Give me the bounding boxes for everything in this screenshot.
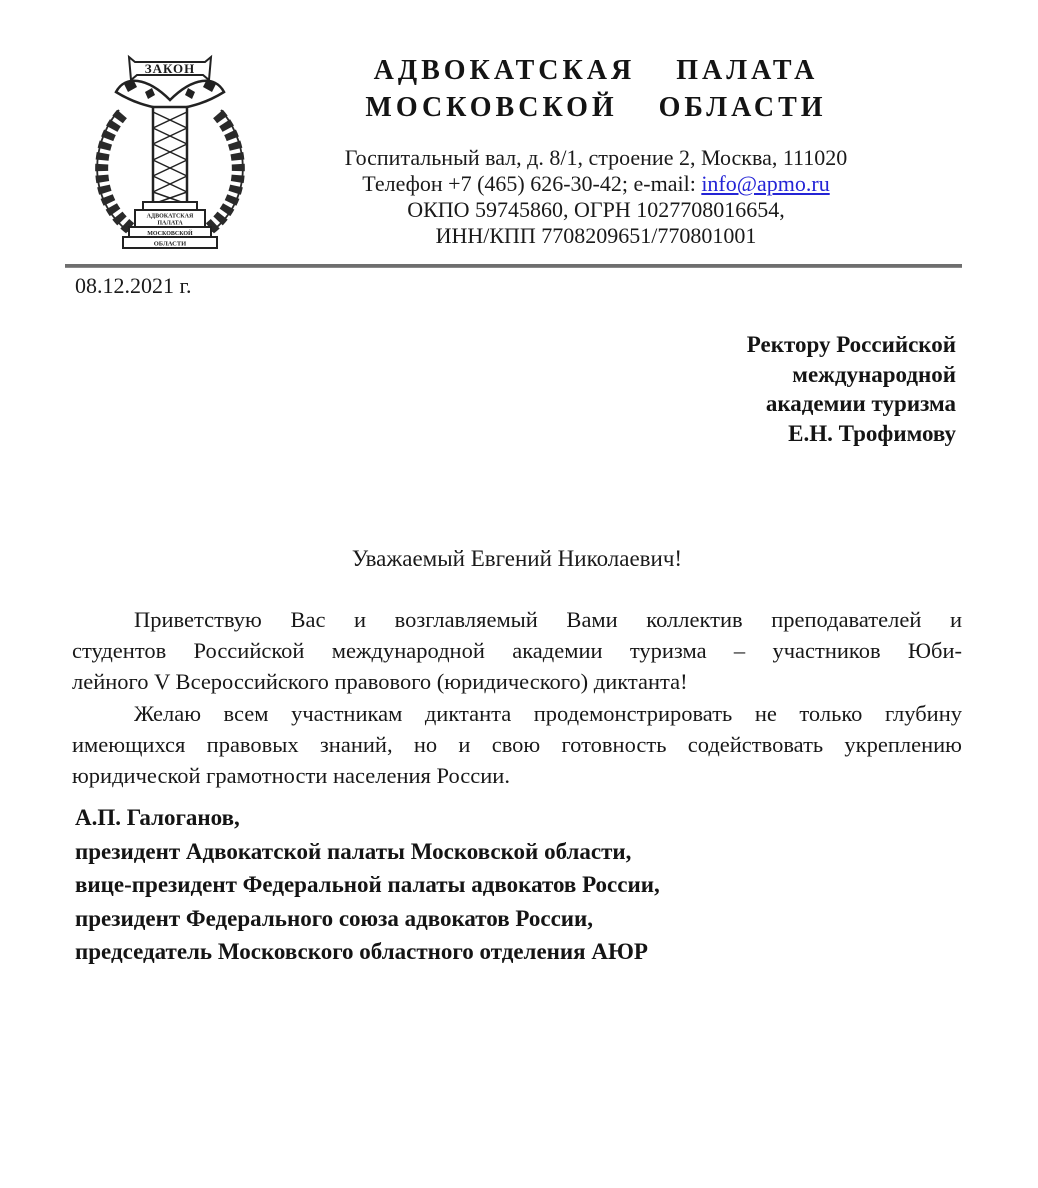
body-paragraph-2 — [72, 698, 962, 791]
phone-email-line — [235, 171, 957, 197]
paragraph-line: Приветствую Вас и возглавляемый Вами коллектив преподавателей и — [134, 607, 962, 632]
letterhead — [235, 52, 957, 249]
addressee-line-4: Е.Н. Трофимову — [788, 420, 956, 446]
pedestal-icon — [123, 202, 217, 248]
registry-line-1: ОКПО 59745860, ОГРН 1027708016654, — [407, 197, 785, 222]
signer-title-4: председатель Московского областного отделения АЮР — [75, 939, 648, 964]
emblem-graphic — [84, 52, 256, 250]
phone-label: Телефон +7 (465) 626-30-42; e-mail: — [362, 171, 702, 196]
law-banner — [129, 57, 211, 80]
signer-title-2: вице-президент Федеральной палаты адвокатов России, — [75, 872, 660, 897]
letter-date: 08.12.2021 г. — [75, 273, 192, 298]
pedestal-label-1: АДВОКАТСКАЯ — [146, 213, 194, 220]
column-shaft-icon — [153, 107, 187, 204]
org-name-line-1: АДВОКАТСКАЯ ПАЛАТА — [373, 55, 819, 86]
signature-block — [75, 801, 965, 969]
banner-label: ЗАКОН — [144, 61, 196, 76]
paragraph-line: юридической грамотности населения России. — [72, 763, 510, 788]
org-emblem — [84, 52, 256, 250]
body-paragraph-1 — [72, 604, 962, 697]
addressee-block — [747, 330, 956, 448]
paragraph-line: лейного V Всероссийского правового (юридического) диктанта! — [72, 669, 688, 694]
signer-title-1: президент Адвокатской палаты Московской области, — [75, 838, 632, 864]
signer-name: А.П. Галоганов, — [75, 805, 240, 830]
paragraph-line: студентов Российской международной академии туризма – участников Юби- — [72, 638, 962, 663]
signer-title-3: президент Федерального союза адвокатов России, — [75, 905, 594, 931]
addressee-line-2: международной — [792, 361, 956, 387]
salutation: Уважаемый Евгений Николаевич! — [351, 546, 683, 571]
registry-line-2: ИНН/КПП 7708209651/770801001 — [435, 223, 757, 248]
org-address: Госпитальный вал, д. 8/1, строение 2, Москва, 111020 — [344, 145, 848, 170]
addressee-line-3: академии туризма — [765, 391, 956, 416]
pedestal-label-3: МОСКОВСКОЙ — [147, 230, 193, 237]
paragraph-line: имеющихся правовых знаний, но и свою готовность содействовать укреплению — [72, 732, 962, 757]
org-name-line-2: МОСКОВСКОЙ ОБЛАСТИ — [365, 92, 827, 123]
email-link[interactable]: info@apmo.ru — [701, 171, 830, 196]
pedestal-label-2: ПАЛАТА — [157, 220, 183, 227]
contact-block — [235, 145, 957, 249]
header-divider — [65, 264, 962, 268]
pedestal-label-4: ОБЛАСТИ — [153, 240, 187, 248]
addressee-line-1: Ректору Российской — [746, 332, 956, 357]
paragraph-line: Желаю всем участникам диктанта продемонстрировать не только глубину — [134, 701, 962, 726]
